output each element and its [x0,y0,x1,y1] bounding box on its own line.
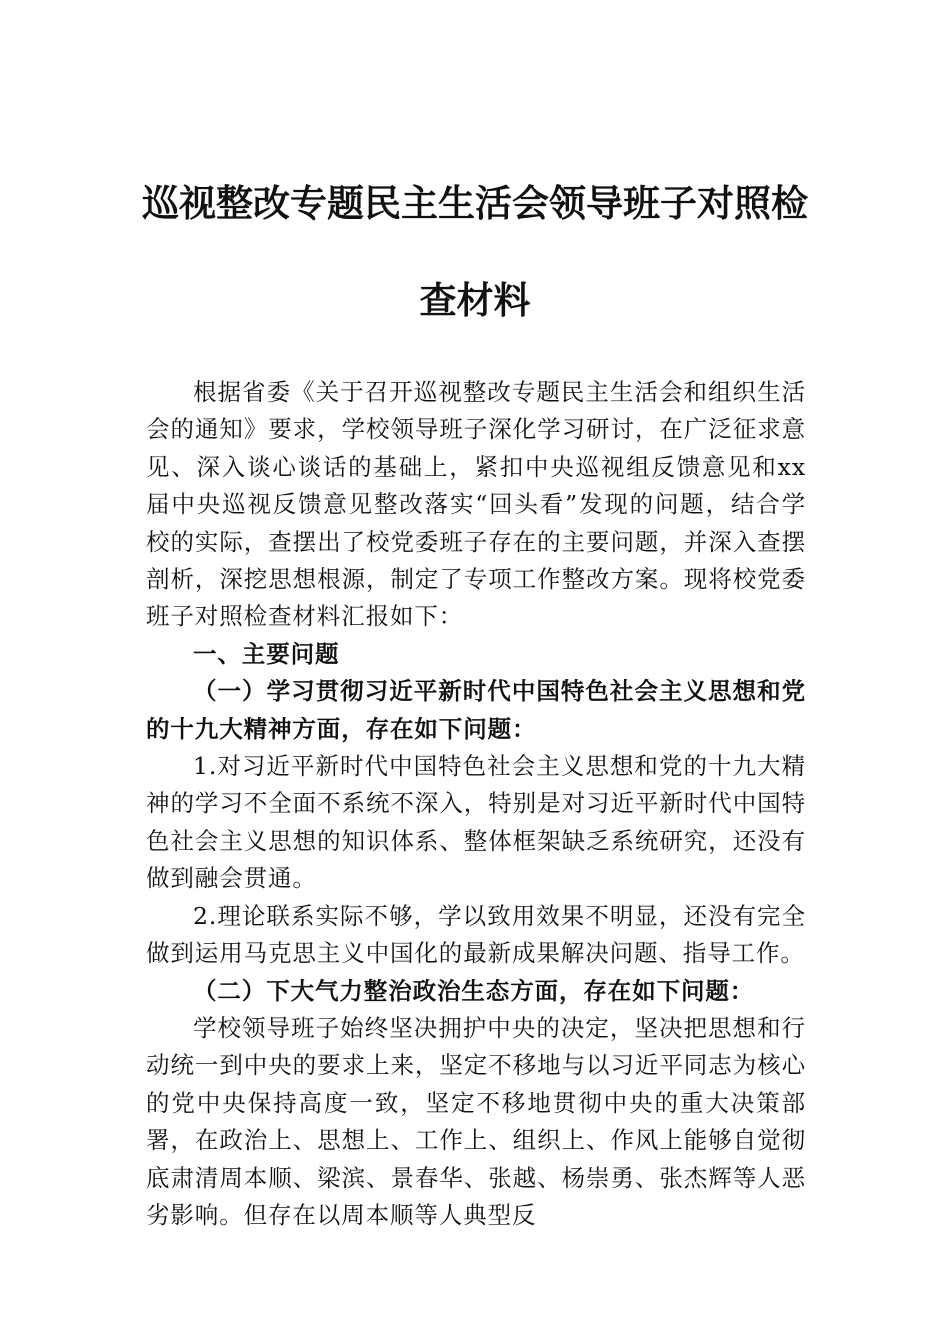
document-title-line-1: 巡视整改专题民主生活会领导班子对照检 [142,182,808,225]
document-title-line-2: 查材料 [419,279,531,322]
intro-paragraph: 根据省委《关于召开巡视整改专题民主生活会和组织生活会的通知》要求，学校领导班子深化学习研讨，在广泛征求意见、深入谈心谈话的基础上，紧扣中央巡视组反馈意见和xx届中央巡视反馈意见整改落实“回头看”发现的问题，结合学校的实际，查摆出了校党委班子存在的主要问题，并深入查摆剖析，深挖思想根源，制定了专项工作整改方案。现将校党委班子对照检查材料汇报如下： [146,378,806,631]
political-ecology-paragraph: 学校领导班子始终坚决拥护中央的决定，坚决把思想和行动统一到中央的要求上来，坚定不移地与以习近平同志为核心的党中央保持高度一致，坚定不移地贯彻中央的重大决策部署，在政治上、思想上、工作上、组织上、作风上能够自觉彻底肃清周本顺、梁滨、景春华、张越、杨崇勇、张杰辉等人恶劣影响。但存在以周本顺等人典型反 [146,1013,806,1229]
subsection-heading-2: （二）下大气力整治政治生态方面，存在如下问题： [193,976,755,1005]
problem-item-1: 1.对习近平新时代中国特色社会主义思想和党的十九大精神的学习不全面不系统不深入，特别是对习近平新时代中国特色社会主义思想的知识体系、整体框架缺乏系统研究，还没有做到融会贯通。 [146,752,806,893]
subsection-heading-1: （一）学习贯彻习近平新时代中国特色社会主义思想和党的十九大精神方面，存在如下问题： [146,677,806,743]
section-heading-main-problems: 一、主要问题 [193,639,340,668]
problem-item-2: 2.理论联系实际不够，学以致用效果不明显，还没有完全做到运用马克思主义中国化的最新成果解决问题、指导工作。 [146,901,806,968]
document-body [146,374,806,1234]
